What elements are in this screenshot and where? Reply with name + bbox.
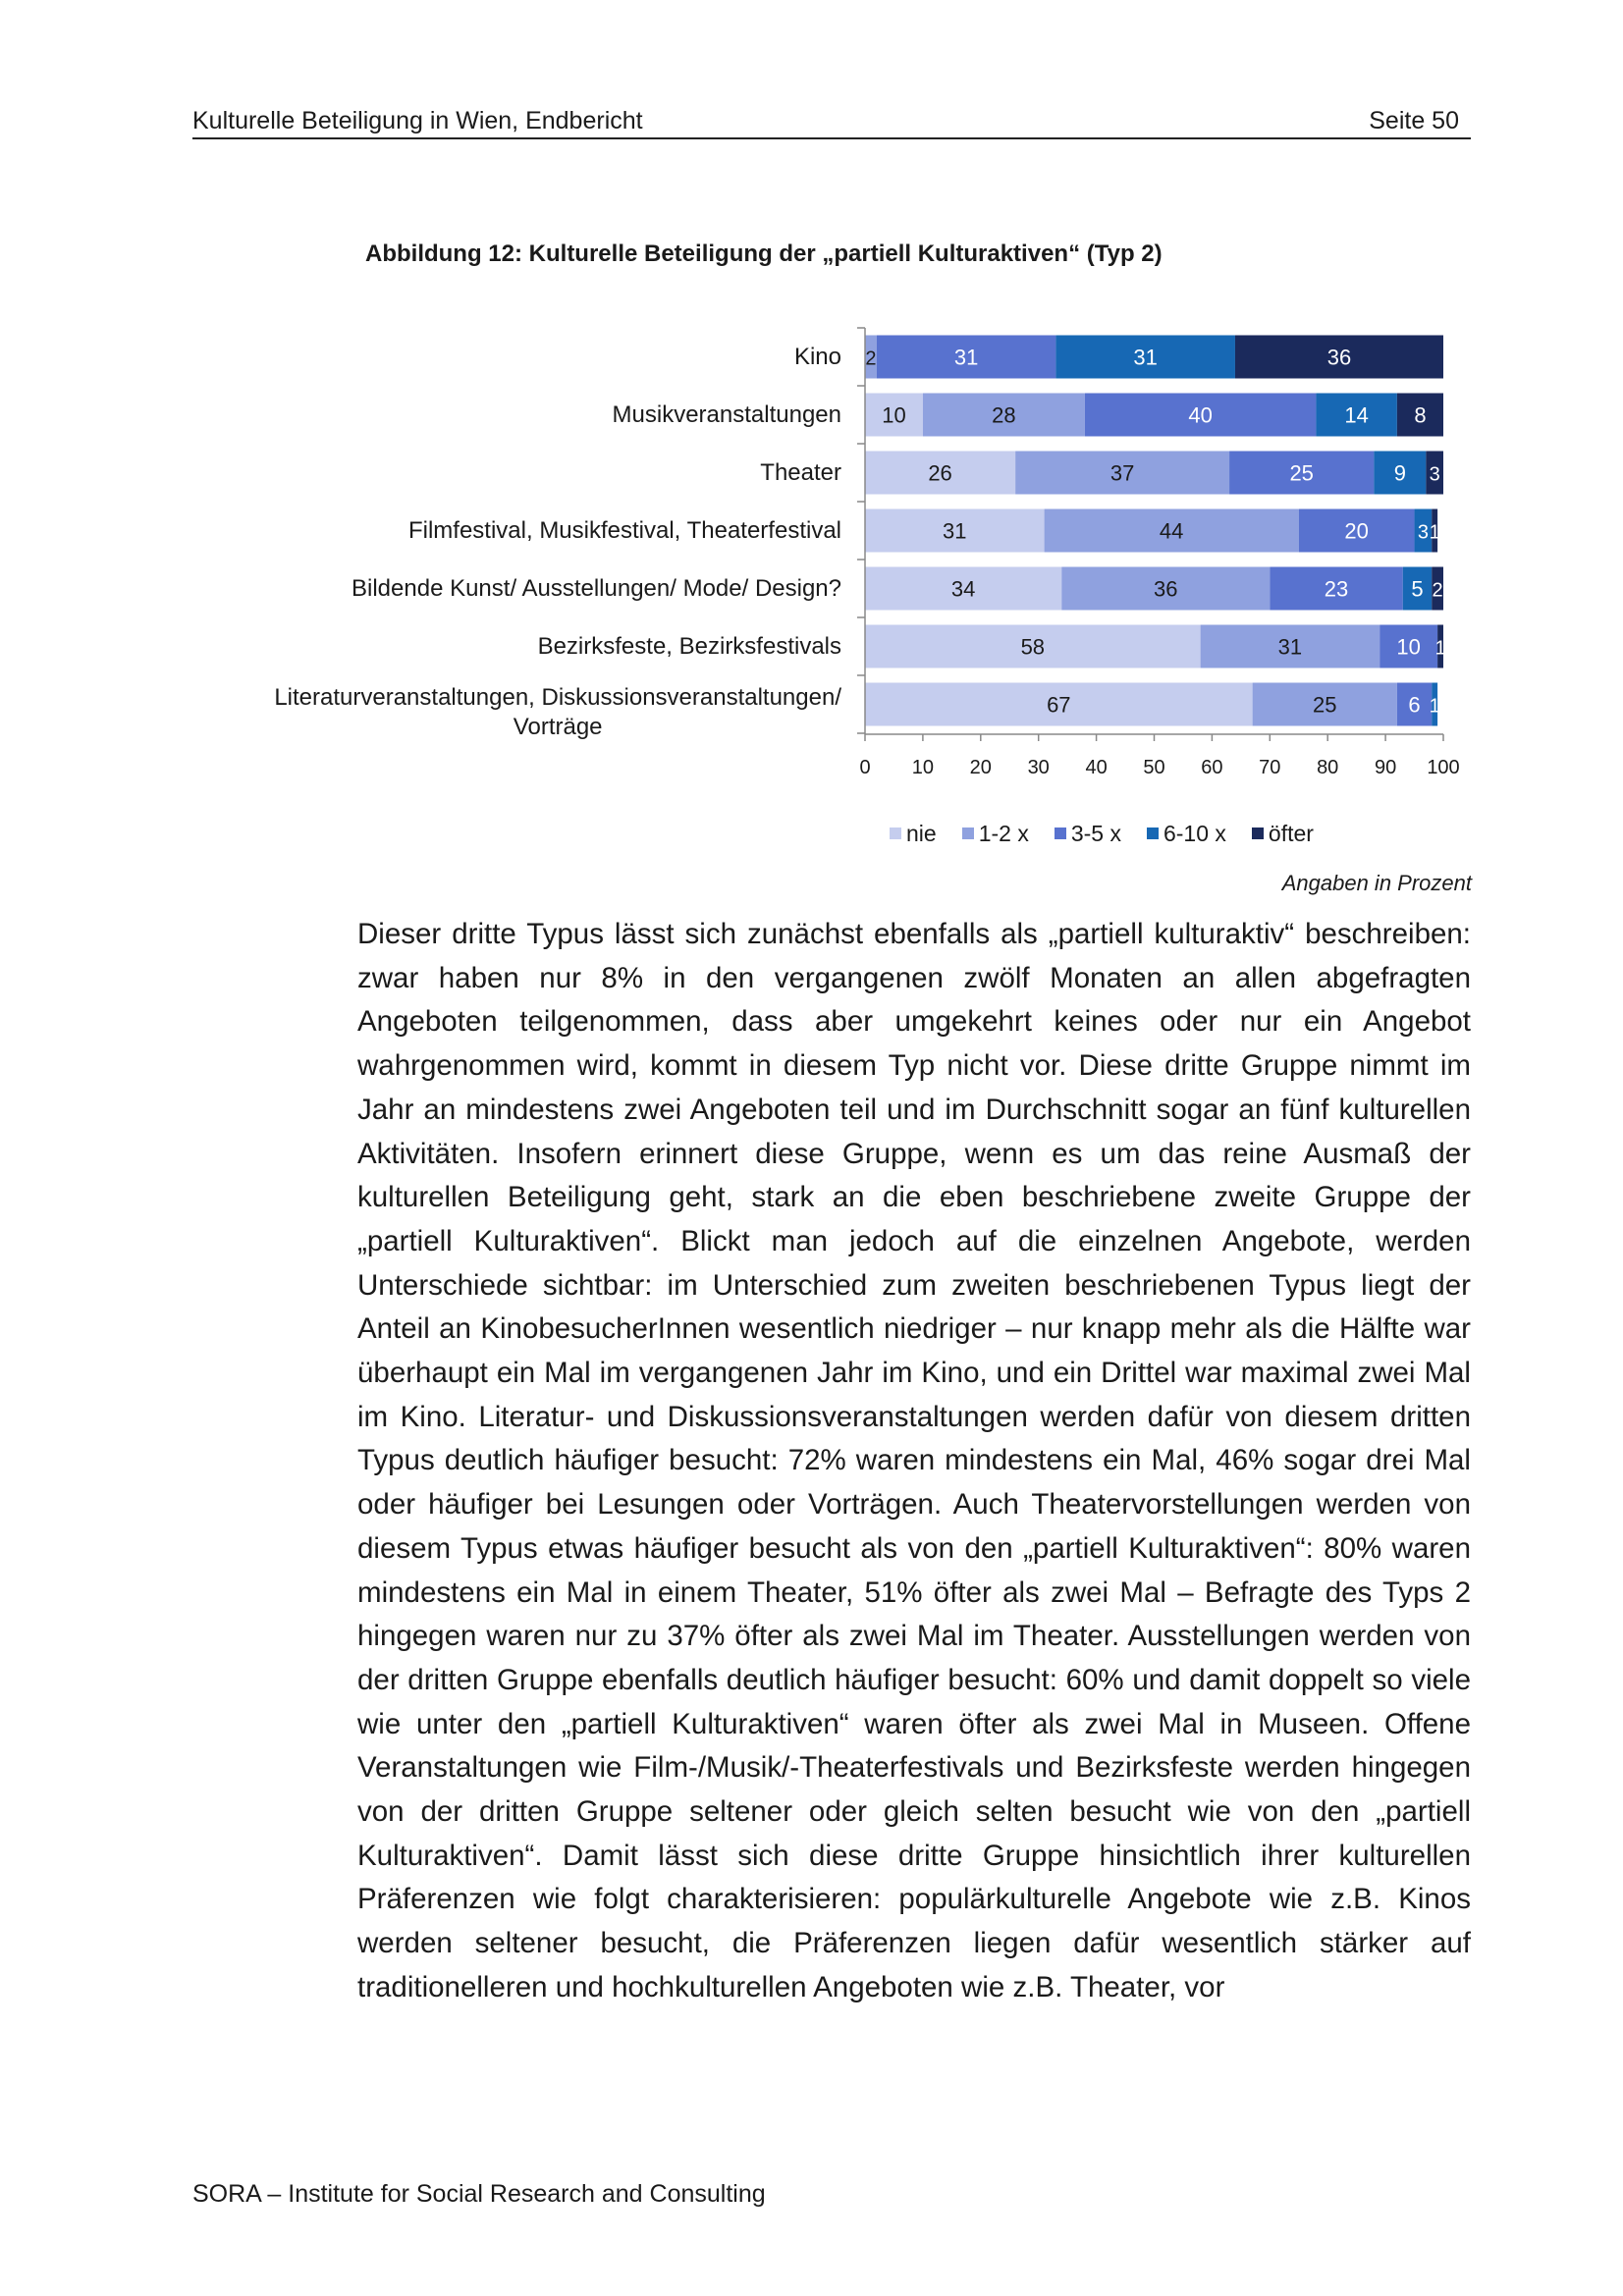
x-tick-label: 90 [1374, 757, 1397, 778]
legend-item [1147, 819, 1226, 848]
legend-label: 3-5 x [1070, 821, 1121, 846]
x-tick-label: 20 [969, 757, 992, 778]
legend-label: nie [906, 821, 937, 846]
legend-item [890, 819, 937, 848]
figure-title: Abbildung 12: Kulturelle Beteiligung der „partiell Kulturaktiven“ (Typ 2) [365, 240, 1163, 267]
data-label: 1 [1429, 695, 1440, 718]
legend-swatch [890, 828, 901, 839]
data-label: 31 [1133, 345, 1158, 370]
x-tick-label: 60 [1201, 757, 1223, 778]
document-title: Kulturelle Beteiligung in Wien, Endbericht [192, 107, 643, 134]
body-paragraph: Dieser dritte Typus lässt sich zunächst ebenfalls als „partiell kulturaktiv“ beschreiben: zwar haben nur 8% in den vergangenen zwölf Monaten an allen abgefragten Angeboten teilgenommen, dass aber umgekehrt keines oder nur ein Angebot wahrgenommen wird, kommt in diesem Typ nicht vor. Diese dritte Gruppe nimmt im Jahr an mindestens zwei Angeboten teil und im Durchschnitt sogar an fünf kulturellen Aktivitäten. Insofern erinnert diese Gruppe, wenn es um das reine Ausmaß der kulturellen Beteiligung geht, stark an die eben beschriebene zweite Gruppe der „partiell Kulturaktiven“. Blickt man jedoch auf die einzelnen Angebote, werden Unterschiede sichtbar: im Unterschied zum zweiten beschriebenen Typus liegt der Anteil an KinobesucherInnen wesentlich niedriger – nur knapp mehr als die Hälfte war überhaupt ein Mal im vergangenen Jahr im Kino, und ein Drittel war maximal zwei Mal im Kino. Literatur- und Diskussionsveranstaltungen werden dafür von diesem dritten Typus deutlich häufiger besucht: 72% waren mindestens ein Mal, 46% sogar drei Mal oder häufiger bei Lesungen oder Vorträgen. Auch Theatervorstellungen werden von diesem Typus etwas häufiger besucht als von den „partiell Kulturaktiven“: 80% waren mindestens ein Mal in einem Theater, 51% öfter als zwei Mal – Befragte des Typs 2 hingegen waren nur zu 37% öfter als zwei Mal im Theater. Ausstellungen werden von der dritten Gruppe ebenfalls deutlich häufiger besucht: 60% und damit doppelt so viele wie unter den „partiell Kulturaktiven“ waren öfter als zwei Mal in Museen. Offene Veranstaltungen wie Film-/Musik/-Theaterfestivals und Bezirksfeste werden hingegen von der dritten Gruppe seltener oder gleich selten besucht wie von den „partiell Kulturaktiven“. Damit lässt sich diese dritte Gruppe hinsichtlich ihrer kulturellen Präferenzen wie folgt charakterisieren: populärkulturelle Angebote wie z.B. Kinos werden seltener besucht, die Präferenzen liegen dafür wesentlich stärker auf traditionelleren und hochkulturellen Angeboten wie z.B. Theater, vor [357, 918, 1471, 2003]
data-label: 2 [1432, 579, 1443, 602]
data-label: 14 [1344, 402, 1369, 428]
category-label-line: Kino [793, 343, 841, 370]
data-label: 3 [1417, 521, 1429, 544]
data-label: 31 [1277, 634, 1303, 660]
legend-item [962, 819, 1029, 848]
figure-note: Angaben in Prozent [1281, 871, 1472, 895]
data-label: 36 [1154, 576, 1178, 602]
data-label: 31 [943, 518, 967, 544]
category-label-line: Musikveranstaltungen [612, 400, 841, 428]
data-label: 28 [992, 402, 1016, 428]
x-tick-label: 10 [911, 757, 935, 778]
chart-legend [890, 819, 1314, 848]
legend-swatch [1147, 828, 1159, 839]
data-label: 40 [1188, 402, 1213, 428]
category-label [274, 683, 841, 742]
legend-item [1055, 819, 1121, 848]
data-label: 23 [1324, 576, 1349, 602]
page-footer: SORA – Institute for Social Research and Consulting [192, 2180, 766, 2208]
data-label: 31 [953, 345, 979, 370]
legend-label: öfter [1268, 821, 1314, 846]
data-label: 58 [1020, 634, 1046, 660]
category-label-line: Bildende Kunst/ Ausstellungen/ Mode/ Design? [352, 574, 841, 602]
data-label: 25 [1313, 692, 1337, 718]
legend-swatch [1252, 828, 1264, 839]
x-tick-label: 0 [859, 757, 871, 778]
data-label: 1 [1434, 637, 1446, 660]
category-label [794, 343, 841, 372]
category-label-line: Theater [760, 458, 841, 486]
data-label: 37 [1109, 460, 1135, 486]
data-label: 34 [950, 576, 976, 602]
category-label [538, 632, 841, 662]
category-label [613, 400, 841, 430]
x-tick-label: 80 [1317, 757, 1339, 778]
data-label: 10 [882, 402, 906, 428]
legend-label: 6-10 x [1163, 821, 1226, 846]
data-label: 25 [1289, 460, 1314, 486]
data-label: 10 [1396, 634, 1421, 660]
data-label: 36 [1326, 345, 1352, 370]
data-label: 5 [1411, 576, 1424, 602]
data-label: 1 [1429, 521, 1440, 544]
x-tick-label: 100 [1427, 757, 1460, 778]
legend-label: 1-2 x [978, 821, 1029, 846]
page-number: Seite 50 [1369, 107, 1459, 134]
category-label [352, 574, 841, 604]
category-label [760, 458, 841, 488]
legend-swatch [962, 828, 974, 839]
data-label: 26 [928, 460, 952, 486]
data-label: 3 [1429, 463, 1440, 486]
data-label: 67 [1047, 692, 1071, 718]
data-label: 44 [1159, 518, 1184, 544]
data-label: 6 [1408, 692, 1421, 718]
category-label-line: Vorträge [513, 713, 603, 740]
x-tick-label: 70 [1259, 757, 1281, 778]
x-tick-label: 40 [1085, 757, 1108, 778]
data-label: 8 [1414, 402, 1427, 428]
category-label-line: Filmfestival, Musikfestival, Theaterfestival [407, 516, 841, 544]
data-label: 9 [1393, 460, 1406, 486]
data-label: 2 [865, 347, 877, 370]
legend-swatch [1055, 828, 1066, 839]
data-label: 20 [1344, 518, 1369, 544]
x-tick-label: 30 [1027, 757, 1050, 778]
x-tick-label: 50 [1143, 757, 1165, 778]
category-label-line: Bezirksfeste, Bezirksfestivals [537, 632, 841, 660]
category-label [408, 516, 841, 546]
category-label-line: Literaturveranstaltungen, Diskussionsveranstaltungen/ [274, 683, 841, 711]
legend-item [1252, 819, 1314, 848]
